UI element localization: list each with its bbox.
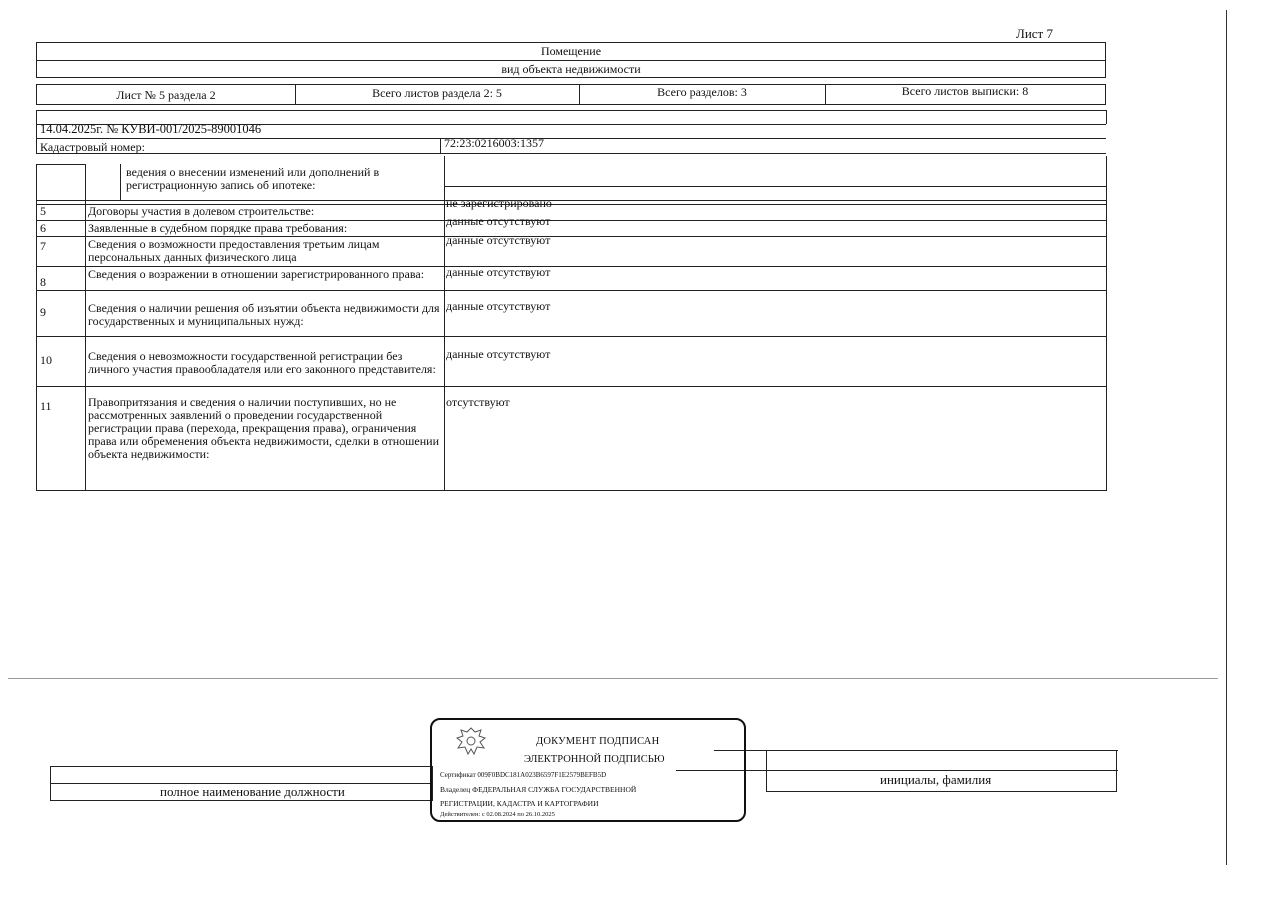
sheet-of-section: Лист № 5 раздела 2 [116,89,216,102]
stamp-title-1: ДОКУМЕНТ ПОДПИСАН [536,736,660,747]
table-row-label: Сведения о наличии решения об изъятии объекта недвижимости для государственных и муниципальных нужд: [88,302,440,328]
table-row-label: Заявленные в судебном порядке права требования: [88,222,348,235]
table-row-value: данные отсутствуют [446,215,551,228]
table-row-label: Правопритязания и сведения о наличии поступивших, но не рассмотренных заявлений о проведении государственной регистрации права (перехода, прекращения права), ограничения права или обременения объекта недвижимости, сделки в отношении объекта недвижимости: [88,396,439,461]
object-name: Помещение [540,44,602,58]
table-row-label: Сведения о невозможности государственной регистрации без личного участия правообладателя или его законного представителя: [88,350,436,376]
table-row-value: данные отсутствуют [446,266,551,279]
table-row-label: Сведения о возможности предоставления третьим лицам персональных данных физического лица [88,238,380,264]
page-divider [8,678,1218,679]
table-row-num: 11 [40,400,52,413]
table-row-num: 8 [40,276,46,289]
table-row-label: Договоры участия в долевом строительстве: [88,205,315,218]
sheet-number: Лист 7 [1016,26,1053,41]
records-table [36,156,1112,491]
table-row-num: 6 [40,222,46,235]
table-row-num: 5 [40,205,46,218]
table-row-value: данные отсутствуют [446,234,551,247]
table-row-label: Сведения о возражении в отношении зарегистрированного права: [88,268,425,281]
page-edge-line [1226,10,1227,865]
table-row-value: отсутствуют [446,396,510,409]
cadastral-label: Кадастровый номер: [40,141,145,154]
table-row-num: 10 [40,354,52,367]
table-row-label: ведения о внесении изменений или дополнений в регистрационную запись об ипотеке: [126,166,380,192]
stamp-owner-2: РЕГИСТРАЦИИ, КАДАСТРА И КАРТОГРАФИИ [440,799,599,808]
digital-signature-stamp [430,718,746,822]
total-sections: Всего разделов: 3 [657,86,747,99]
total-sheets-section: Всего листов раздела 2: 5 [372,87,502,100]
registration-info [36,110,1106,154]
table-row-value: данные отсутствуют [446,300,551,313]
object-name-box [36,42,1106,78]
table-row-value: не зарегистрировано [446,197,552,210]
stamp-owner: Владелец ФЕДЕРАЛЬНАЯ СЛУЖБА ГОСУДАРСТВЕННОЙ [440,785,637,794]
stamp-validity: Действителен: с 02.08.2024 по 26.10.2025 [440,811,555,818]
table-row-num: 7 [40,240,46,253]
stamp-certificate: Сертификат 009F0BDC181A023B6597F1E2579BEFB5D [440,771,607,779]
total-sheets-extract: Всего листов выписки: 8 [901,85,1029,98]
sheets-info-row [36,84,1106,105]
object-kind: вид объекта недвижимости [501,62,641,76]
date-number: 14.04.2025г. № КУВИ-001/2025-89001046 [40,123,262,136]
table-row-value: данные отсутствуют [446,348,551,361]
table-row-num: 9 [40,306,46,319]
stamp-title-2: ЭЛЕКТРОННОЙ ПОДПИСЬЮ [524,754,665,765]
name-label: инициалы, фамилия [880,772,992,787]
emblem-icon [454,726,488,756]
position-label: полное наименование должности [160,784,345,799]
cadastral-number: 72:23:0216003:1357 [444,137,545,150]
